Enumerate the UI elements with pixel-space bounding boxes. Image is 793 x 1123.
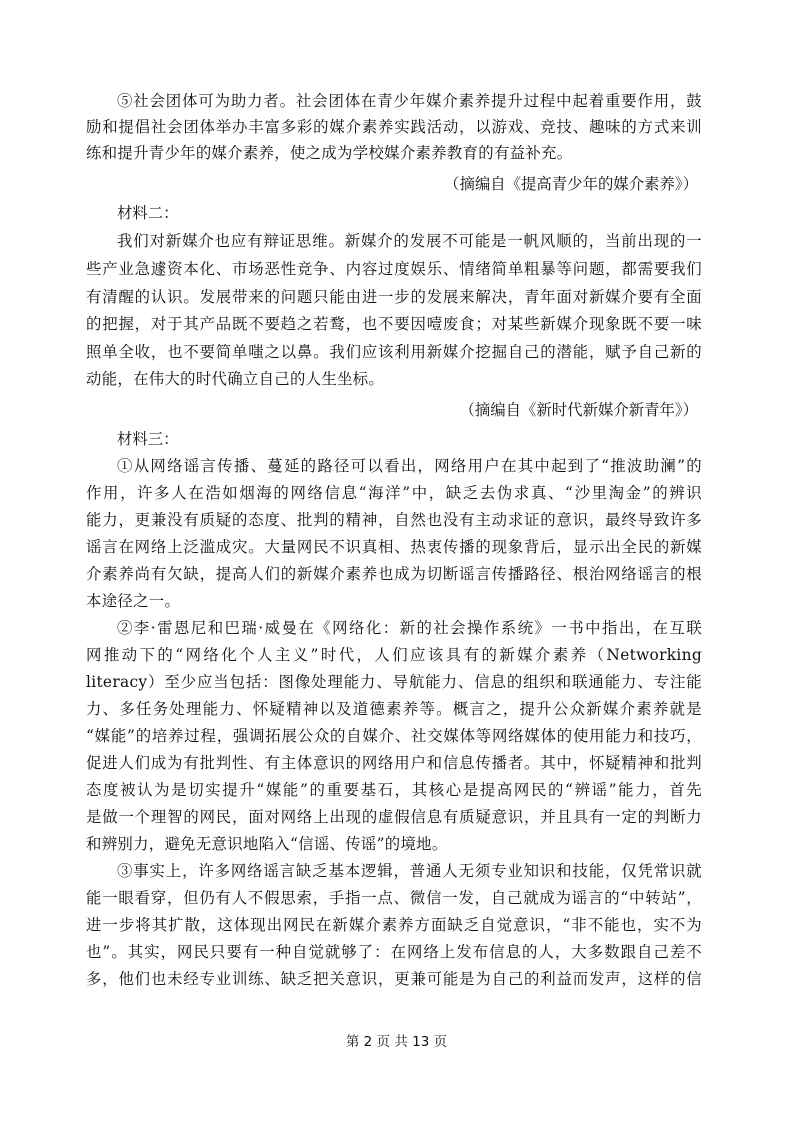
- section-heading: 材料二：: [117, 204, 179, 222]
- text-line: 力、多任务处理能力、怀疑精神以及道德素养等。概言之，提升公众新媒介素养就是: [86, 700, 702, 718]
- text-line: 励和提倡社会团体举办丰富多彩的媒介素养实践活动，以游戏、竞技、趣味的方式来训: [86, 118, 702, 136]
- page-footer: 第 2 页 共 13 页: [345, 1034, 448, 1050]
- text-line: 作用，许多人在浩如烟海的网络信息“海洋”中，缺乏去伪求真、“沙里淘金”的辨识: [86, 484, 702, 502]
- text-line: 也”。其实，网民只要有一种自觉就够了：在网络上发布信息的人，大多数跟自己差不: [86, 943, 702, 961]
- text-line: 有清醒的认识。发展带来的问题只能由进一步的发展来解决，青年面对新媒介要有全面: [86, 288, 702, 306]
- text-line: ③事实上，许多网络谣言缺乏基本逻辑，普通人无须专业知识和技能，仅凭常识就: [117, 862, 702, 880]
- text-line: 些产业急遽资本化、市场恶性竞争、内容过度娱乐、情绪简单粗暴等问题，都需要我们: [86, 260, 702, 278]
- text-line: 和辨别力，避免无意识地陷入“信谣、传谣”的境地。: [86, 835, 448, 853]
- text-line: 进一步将其扩散，这体现出网民在新媒介素养方面缺乏自觉意识，“非不能也，实不为: [86, 916, 702, 934]
- text-line: 谣言在网络上泛滥成灾。大量网民不识真相、热衷传播的现象背后，显示出全民的新媒: [86, 538, 702, 556]
- text-line: 能力，更兼没有质疑的态度、批判的精神，自然也没有主动求证的意识，最终导致许多: [86, 511, 702, 529]
- source-citation: （摘编自《新时代新媒介新青年》）: [459, 401, 698, 419]
- text-line: 我们对新媒介也应有辩证思维。新媒介的发展不可能是一帆风顺的，当前出现的一: [117, 232, 702, 250]
- text-line: 本途径之一。: [86, 592, 181, 610]
- text-line: 态度被认为是切实提升“媒能”的重要基石，其核心是提高网民的“辨谣”能力，首先: [86, 781, 702, 799]
- text-line: ①从网络谣言传播、蔓延的路径可以看出，网络用户在其中起到了“推波助澜”的: [117, 457, 702, 475]
- text-line: ②李·雷恩尼和巴瑞·威曼在《网络化：新的社会操作系统》一书中指出，在互联: [117, 619, 702, 637]
- text-line: 动能，在伟大的时代确立自己的人生坐标。: [86, 370, 385, 388]
- text-line: “媒能”的培养过程，强调拓展公众的自媒介、社交媒体等网络媒体的使用能力和技巧，: [86, 727, 702, 745]
- section-heading: 材料三：: [117, 430, 179, 448]
- text-line: 多，他们也未经专业训练、缺乏把关意识，更兼可能是为自己的利益而发声，这样的信: [86, 970, 702, 988]
- text-line: 是做一个理智的网民，面对网络上出现的虚假信息有质疑意识，并且具有一定的判断力: [86, 808, 702, 826]
- text-line: 练和提升青少年的媒介素养，使之成为学校媒介素养教育的有益补充。: [86, 144, 573, 162]
- text-line: 促进人们成为有批判性、有主体意识的网络用户和信息传播者。其中，怀疑精神和批判: [86, 754, 702, 772]
- text-line: 网推动下的“网络化个人主义”时代，人们应该具有的新媒介素养（Networking: [86, 646, 702, 664]
- text-line: 能一眼看穿，但仍有人不假思索，手指一点、微信一发，自己就成为谣言的“中转站”，: [86, 889, 702, 907]
- source-citation: （摘编自《提高青少年的媒介素养》）: [444, 175, 698, 193]
- text-line: ⑤社会团体可为助力者。社会团体在青少年媒介素养提升过程中起着重要作用，鼓: [117, 92, 702, 110]
- text-line: 照单全收，也不要简单嗤之以鼻。我们应该利用新媒介挖掘自己的潜能，赋予自己新的: [86, 343, 702, 361]
- text-line: 的把握，对于其产品既不要趋之若鹜，也不要因噎废食；对某些新媒介现象既不要一味: [86, 315, 702, 333]
- text-line: literacy）至少应当包括：图像处理能力、导航能力、信息的组织和联通能力、专注能: [86, 673, 702, 691]
- text-line: 介素养尚有欠缺，提高人们的新媒介素养也成为切断谣言传播路径、根治网络谣言的根: [86, 565, 702, 583]
